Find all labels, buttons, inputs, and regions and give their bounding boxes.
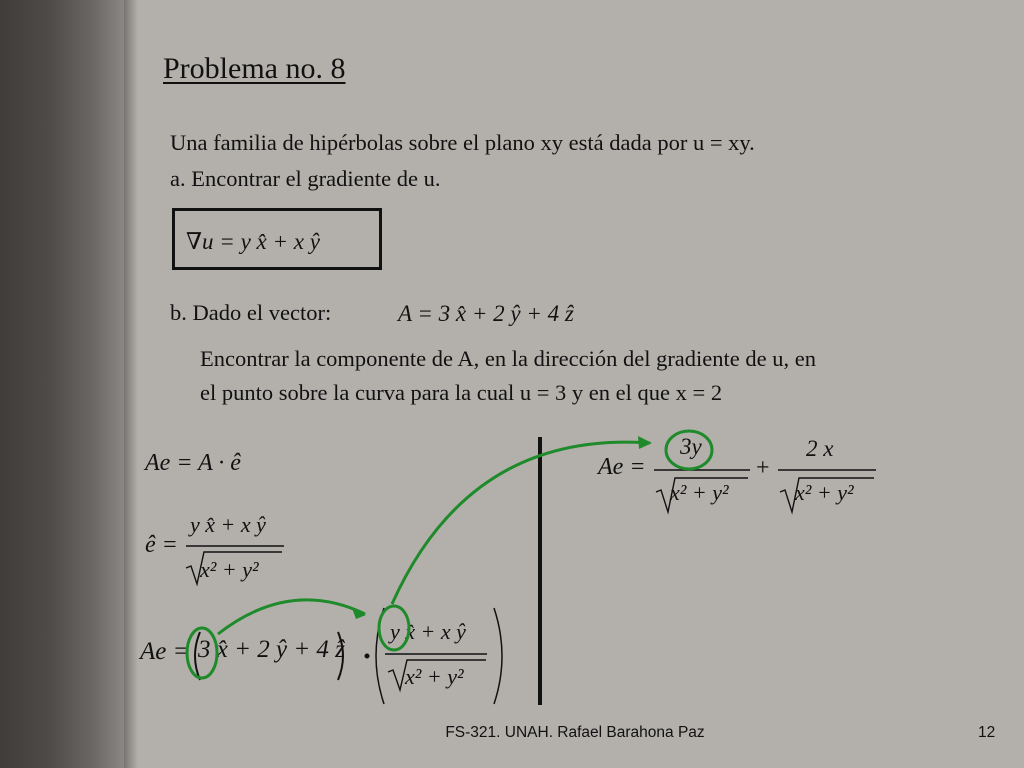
slide-title: Problema no. 8 bbox=[163, 52, 346, 85]
ae-expanded-denominator: x² + y² bbox=[405, 664, 464, 689]
part-b-statement-line-2: el punto sobre la curva para la cual u = 3 y en el que x = 2 bbox=[200, 380, 723, 405]
result-numerator-2: 2 x bbox=[806, 436, 834, 461]
page-number: 12 bbox=[978, 724, 996, 741]
vector-a-formula: A = 3 x̂ + 2 ŷ + 4 ẑ bbox=[398, 301, 574, 326]
gradient-formula: ∇u = y x̂ + x ŷ bbox=[186, 229, 320, 254]
arrow-curve-2 bbox=[392, 442, 650, 604]
right-paren-outer bbox=[494, 608, 502, 704]
e-hat-numerator: y x̂ + x ŷ bbox=[190, 512, 266, 537]
right-paren-inner bbox=[338, 632, 343, 680]
footer-text: FS-321. UNAH. Rafael Barahona Paz bbox=[445, 724, 705, 741]
part-b-label: b. Dado el vector: bbox=[170, 300, 332, 325]
fraction-and-radical-strokes bbox=[186, 470, 876, 704]
arrow-curve-1 bbox=[218, 600, 365, 634]
dot-product-symbol bbox=[365, 654, 369, 658]
green-annotations bbox=[187, 431, 712, 678]
left-paren-inner bbox=[195, 632, 200, 680]
result-denominator-2: x² + y² bbox=[795, 480, 854, 505]
circle-around-3y bbox=[666, 431, 712, 469]
result-plus: + bbox=[756, 455, 770, 481]
result-denominator-1: x² + y² bbox=[670, 480, 729, 505]
ae-expanded-numerator: y x̂ + x ŷ bbox=[390, 619, 466, 644]
result-radical-1 bbox=[656, 478, 748, 512]
part-b-statement-line-1: Encontrar la componente de A, en la dirección del gradiente de u, en bbox=[200, 346, 816, 371]
ae-definition: Ae = A · ê bbox=[145, 450, 241, 476]
result-radical-2 bbox=[780, 478, 874, 512]
problem-statement-line-1: Una familia de hipérbolas sobre el plano xy está dada por u = xy. bbox=[170, 130, 755, 155]
problem-statement-line-2: a. Encontrar el gradiente de u. bbox=[170, 166, 441, 191]
ae-expanded-lhs: Ae = bbox=[140, 638, 190, 665]
e-hat-radical bbox=[186, 552, 282, 584]
arrowhead-2 bbox=[638, 436, 652, 449]
circle-around-coefficient-3 bbox=[187, 628, 217, 678]
ae-expanded-radical bbox=[388, 660, 486, 690]
ae-expanded-vector: 3 x̂ + 2 ŷ + 4 ẑ bbox=[198, 636, 345, 663]
result-lhs: Ae = bbox=[598, 454, 646, 480]
e-hat-denominator: x² + y² bbox=[200, 557, 259, 582]
circle-around-y bbox=[379, 606, 409, 650]
e-hat-lhs: ê = bbox=[145, 532, 178, 558]
result-numerator-1: 3y bbox=[680, 434, 702, 459]
